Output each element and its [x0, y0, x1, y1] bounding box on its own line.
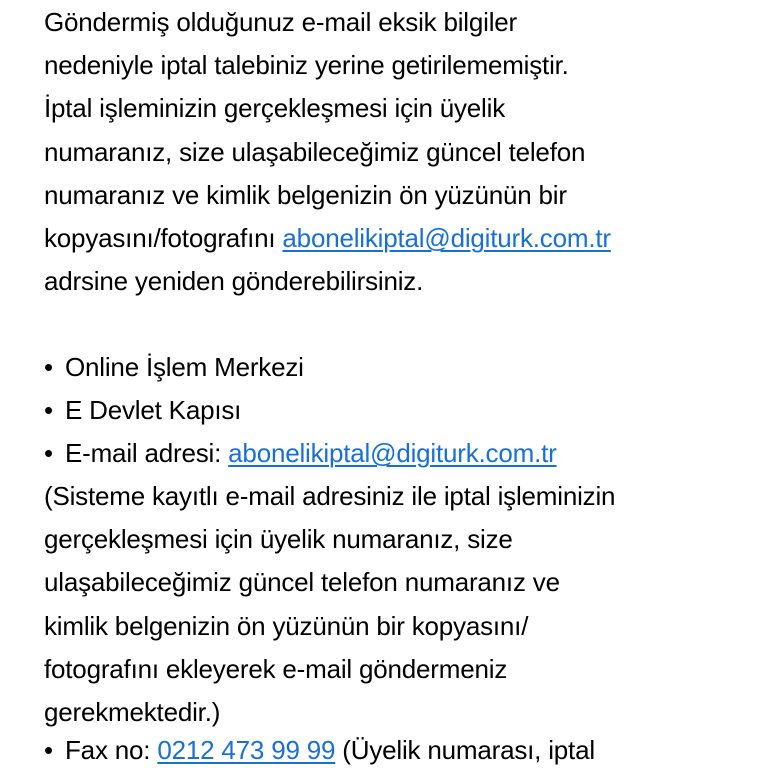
- email-note-line: gerçekleşmesi için üyelik numaranız, size: [44, 524, 513, 554]
- email-note-line: ulaşabileceğimiz güncel telefon numaranız ve: [44, 567, 560, 597]
- bullet-item-label: Fax no:: [65, 735, 158, 765]
- bullet-item-label: E Devlet Kapısı: [65, 395, 242, 425]
- bullet-item-online: [44, 350, 304, 384]
- bullet-item-fax: [44, 733, 595, 767]
- email-note-line: (Sisteme kayıtlı e-mail adresiniz ile iptal işleminizin: [44, 481, 616, 511]
- message-line-with-link: [44, 221, 611, 255]
- bullet-item-label: Online İşlem Merkezi: [65, 352, 304, 382]
- fax-suffix-text: (Üyelik numarası, iptal: [335, 735, 595, 765]
- message-line: adrsine yeniden gönderebilirsiniz.: [44, 266, 424, 296]
- message-text: kopyasını/fotografını: [44, 223, 283, 253]
- bullet-symbol: •: [44, 352, 53, 382]
- bullet-item-email: [44, 436, 557, 470]
- email-link[interactable]: abonelikiptal@digiturk.com.tr: [228, 438, 557, 468]
- message-line: nedeniyle iptal talebiniz yerine getirilememiştir.: [44, 50, 569, 80]
- message-line: İptal işleminizin gerçekleşmesi için üyelik: [44, 93, 506, 123]
- fax-number-link[interactable]: 0212 473 99 99: [157, 735, 336, 765]
- email-link[interactable]: abonelikiptal@digiturk.com.tr: [282, 223, 611, 253]
- bullet-symbol: •: [44, 438, 53, 468]
- message-line: numaranız, size ulaşabileceğimiz güncel telefon: [44, 137, 586, 167]
- bullet-item-label: E-mail adresi:: [65, 438, 229, 468]
- email-note-line: kimlik belgenizin ön yüzünün bir kopyasını/: [44, 611, 529, 641]
- bullet-item-edevlet: [44, 393, 241, 427]
- bullet-symbol: •: [44, 735, 53, 765]
- email-note-line: fotografını ekleyerek e-mail göndermeniz: [44, 654, 508, 684]
- email-note-line: gerekmektedir.): [44, 697, 221, 727]
- bullet-symbol: •: [44, 395, 53, 425]
- message-line: numaranız ve kimlik belgenizin ön yüzünün bir: [44, 180, 567, 210]
- message-line: Göndermiş olduğunuz e-mail eksik bilgiler: [44, 7, 518, 37]
